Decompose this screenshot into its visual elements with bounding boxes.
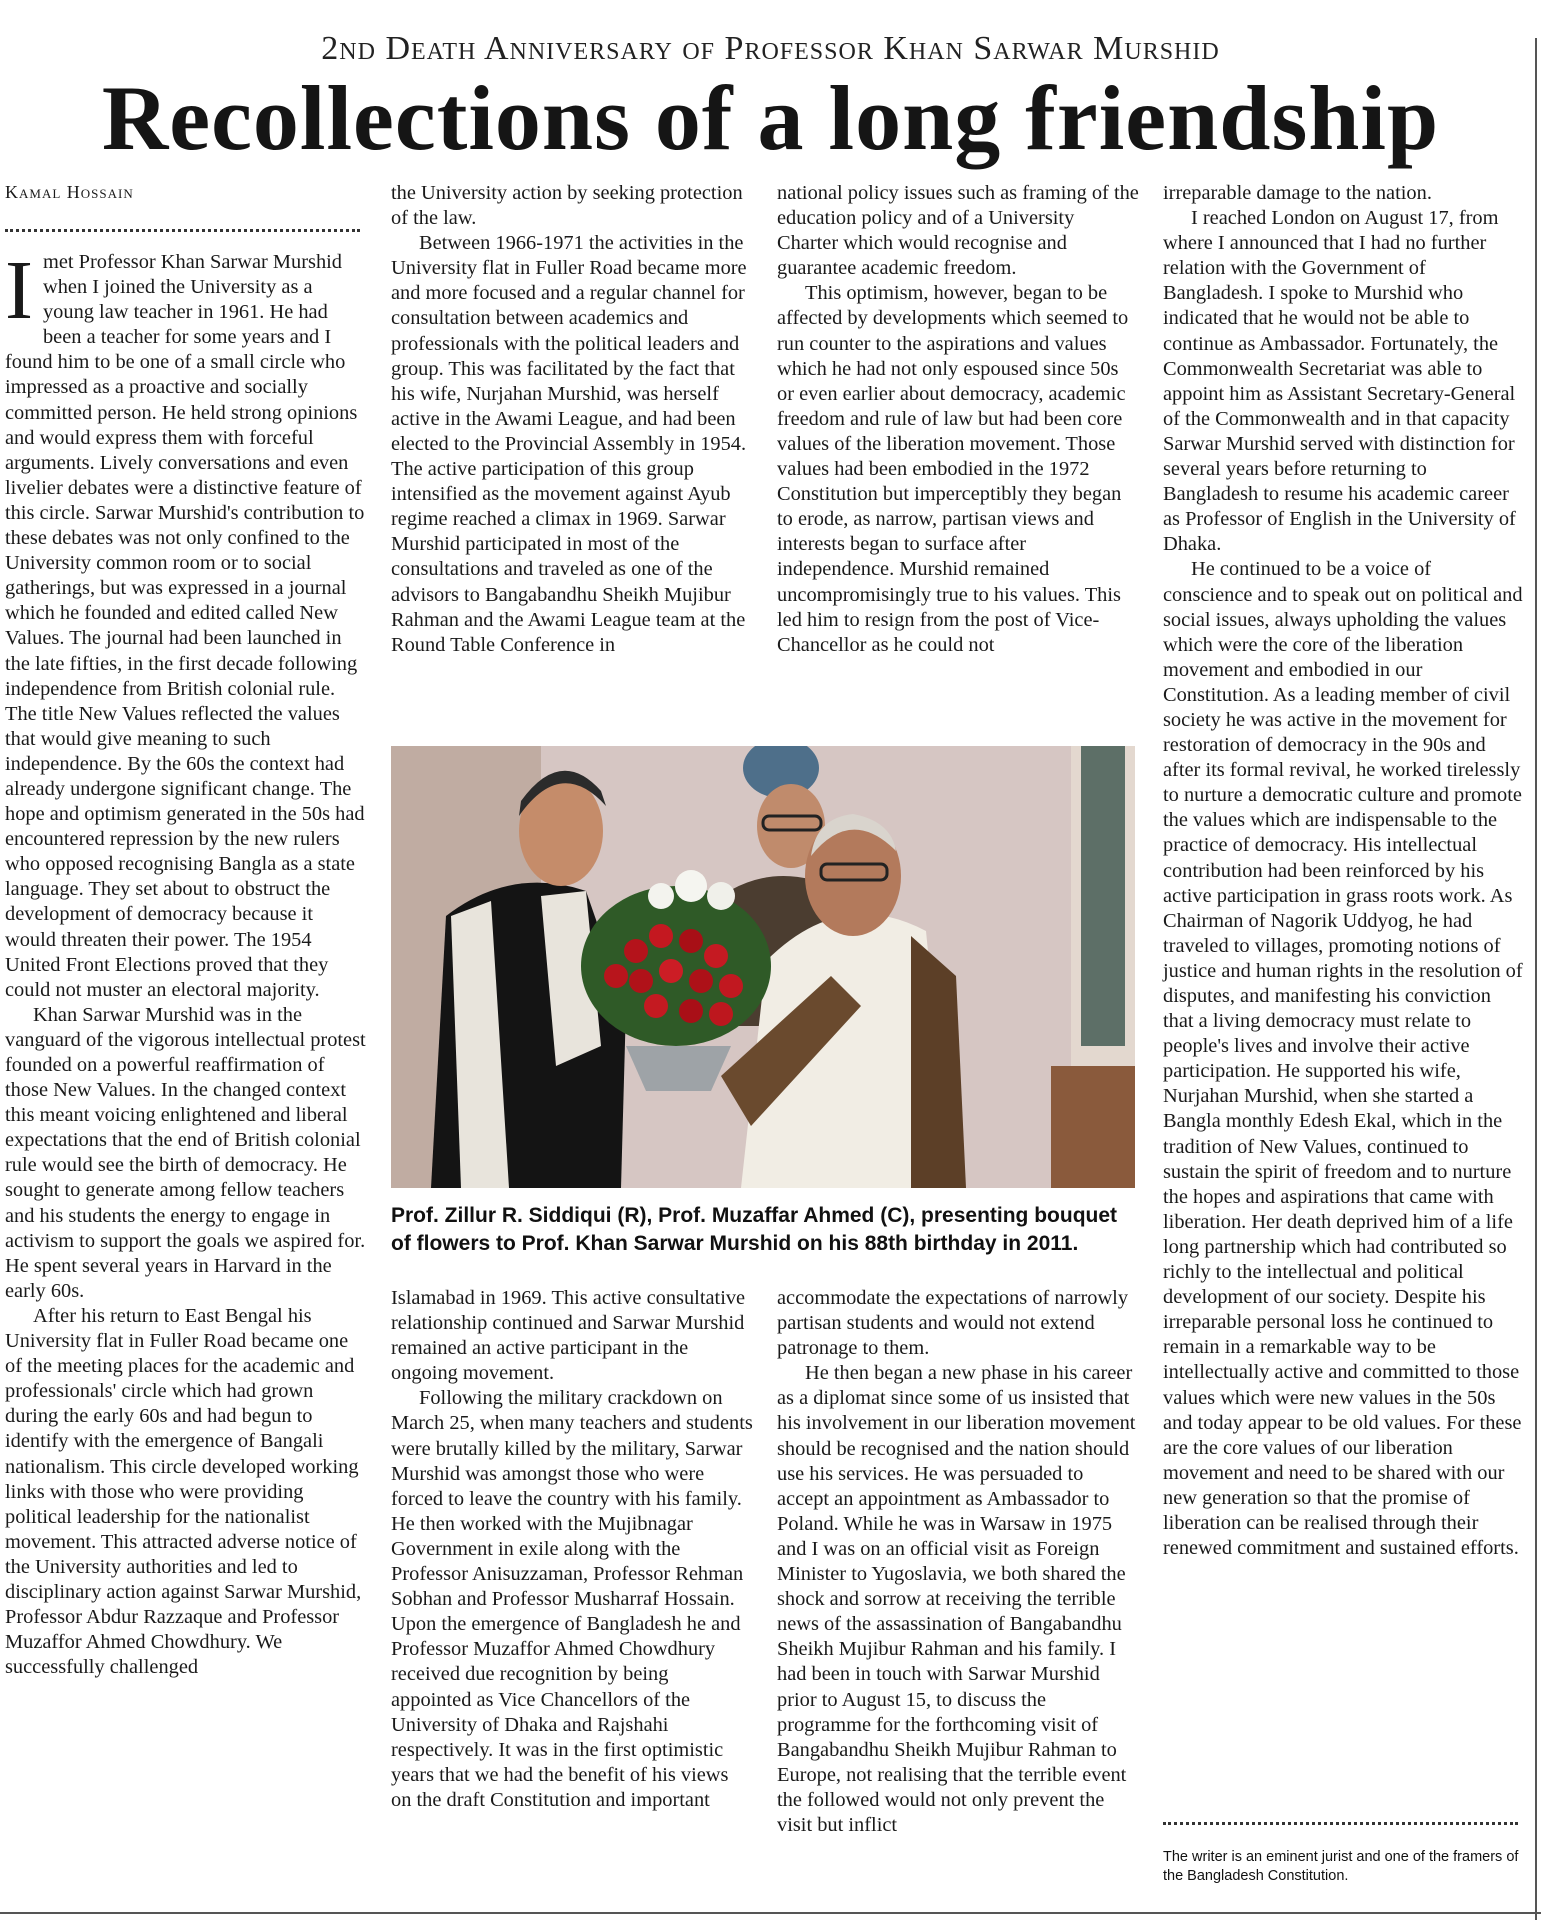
paragraph-continued: accommodate the expectations of narrowly partisan students and would not extend patronage to them. xyxy=(777,1287,1129,1360)
article-column-4 xyxy=(1163,181,1525,1561)
paragraph-continued: national policy issues such as framing of the education policy and of a University Charter which would recognise and guarantee academic freedom. xyxy=(777,182,1139,280)
article-column-1 xyxy=(5,244,367,1680)
writer-note: The writer is an eminent jurist and one of the framers of the Bangladesh Constitution. xyxy=(1163,1849,1519,1884)
article-kicker: 2nd Death Anniversary of Professor Khan Sarwar Murshid xyxy=(321,30,1220,67)
page-border-right xyxy=(1535,38,1537,1920)
article-column-3-bottom xyxy=(777,1286,1139,1838)
paragraph-continued: irreparable damage to the nation. xyxy=(1163,182,1432,204)
article-headline: Recollections of a long friendship xyxy=(101,67,1440,169)
photo-illustration xyxy=(391,746,1135,1188)
footnote-divider xyxy=(1163,1822,1518,1825)
paragraph-continued: the University action by seeking protection of the law. xyxy=(391,182,743,230)
paragraph: Khan Sarwar Murshid was in the vanguard of the vigorous intellectual protest founded on a powerful reaffirmation of those New Values. In the changed context this meant voicing enlightened and liberal expectations that the end of British colonial rule would see the birth of democracy. He sought to generate among fellow teachers and his students the energy to engage in activism to support the goals we aspired for. He spent several years in Harvard in the early 60s. xyxy=(5,1003,366,1302)
article-column-2-bottom xyxy=(391,1286,753,1813)
drop-cap: I xyxy=(5,244,33,337)
paragraph: He then began a new phase in his career as a diplomat since some of us insisted that his involvement in our liberation movement should be recognised and the nation should use his services. He was persuaded to accept an appointment as Ambassador to Poland. While he was in Warsaw in 1975 and I was on an official visit as Foreign Minister to Yugoslavia, we both shared the shock and sorrow at receiving the terrible news of the assassination of Bangabandhu Sheikh Mujibur Rahman and his family. I had been in touch with Sarwar Murshid prior to August 15, to discuss the programme for the forthcoming visit of Bangabandhu Sheikh Mujibur Rahman to Europe, not realising that the terrible event the followed would not only prevent the visit but inflict xyxy=(777,1362,1136,1836)
paragraph: I reached London on August 17, from where I announced that I had no further relation with the Government of Bangladesh. I spoke to Murshid who indicated that he would not be able to continue as Ambassador. Fortunately, the Commonwealth Secretariat was able to appoint him as Assistant Secretary-General of the Commonwealth and in that capacity Sarwar Murshid served with distinction for several years before returning to Bangladesh to resume his academic career as Professor of English in the University of Dhaka. xyxy=(1163,207,1516,556)
first-paragraph xyxy=(5,244,367,1003)
paragraph-continued: Islamabad in 1969. This active consultative relationship continued and Sarwar Murshid remained an active participant in the ongoing movement. xyxy=(391,1287,746,1385)
article-column-3-top xyxy=(777,181,1139,658)
photo-caption: Prof. Zillur R. Siddiqui (R), Prof. Muzaffar Ahmed (C), presenting bouquet of flowers to Prof. Khan Sarwar Murshid on his 88th birthday in 2011. xyxy=(391,1204,1118,1255)
article-column-2-top xyxy=(391,181,753,658)
paragraph: Following the military crackdown on March 25, when many teachers and students were brutally killed by the military, Sarwar Murshid was amongst those who were forced to leave the country with his family. He then worked with the Mujibnagar Government in exile along with the Professor Anisuzzaman, Professor Rehman Sobhan and Professor Musharraf Hossain. Upon the emergence of Bangladesh he and Professor Muzaffor Ahmed Chowdhury received due recognition by being appointed as Vice Chancellors of the University of Dhaka and Rajshahi respectively. It was in the first optimistic years that we had the benefit of his views on the draft Constitution and important xyxy=(391,1387,753,1811)
paragraph: After his return to East Bengal his University flat in Fuller Road became one of the meeting places for the academic and professionals' circle which had grown during the early 60s and had begun to identify with the emergence of Bangali nationalism. This circle developed working links with those who were providing political leadership for the nationalist movement. This attracted adverse notice of the University authorities and led to disciplinary action against Sarwar Murshid, Professor Abdur Razzaque and Professor Muzaffor Ahmed Chowdhury. We successfully challenged xyxy=(5,1304,362,1679)
author-byline: Kamal Hossain xyxy=(5,182,134,202)
paragraph-text: met Professor Khan Sarwar Murshid when I joined the University as a young law teacher in 1961. He had been a teacher for some years and I found him to be one of a small circle who impressed as a proactive and socially committed person. He held strong opinions and would express them with forceful arguments. Lively conversations and even livelier debates were a distinctive feature of this circle. Sarwar Murshid's contribution to these debates was not only confined to the University common room or to social gatherings, but was expressed in a journal which he founded and edited called New Values. The journal had been launched in the late fifties, in the first decade following independence from British colonial rule. The title New Values reflected the values that would give meaning to such independence. By the 60s the context had already undergone significant change. The hope and optimism generated in the 50s had encountered repression by the new rulers who opposed recognising Bangla as a state language. They set about to obstruct the development of democracy because it would threaten their power. The 1954 United Front Elections proved that they could not muster an electoral majority. xyxy=(5,251,365,1001)
paragraph: Between 1966-1971 the activities in the University flat in Fuller Road became more and more focused and a regular channel for consultation between academics and professionals with the political leaders and group. This was facilitated by the fact that his wife, Nurjahan Murshid, was herself active in the Awami League, and had been elected to the Provincial Assembly in 1954. The active participation of this group intensified as the movement against Ayub regime reached a climax in 1969. Sarwar Murshid participated in most of the consultations and traveled as one of the advisors to Bangabandhu Sheikh Mujibur Rahman and the Awami League team at the Round Table Conference in xyxy=(391,232,747,656)
byline-divider xyxy=(5,229,360,232)
page-border-bottom xyxy=(0,1912,1541,1914)
paragraph: This optimism, however, began to be affected by developments which seemed to run counter to the aspirations and values which he had not only espoused since 50s or even earlier about democracy, academic freedom and rule of law but had been core values of the liberation movement. Those values had been embodied in the 1972 Constitution but imperceptibly they began to erode, as narrow, partisan views and interests began to surface after independence. Murshid remained uncompromisingly true to his values. This led him to resign from the post of Vice-Chancellor as he could not xyxy=(777,282,1129,656)
paragraph: He continued to be a voice of conscience and to speak out on political and social issues, always upholding the values which were the core of the liberation movement and embodied in our Constitution. As a leading member of civil society he was active in the movement for restoration of democracy in the 90s and after its formal revival, he worked tirelessly to nurture a democratic culture and promote the values which are indispensable to the practice of democracy. His intellectual contribution had been reinforced by his active participation in grass roots work. As Chairman of Nagorik Uddyog, he had traveled to villages, promoting notions of justice and human rights in the resolution of disputes, and manifesting his conviction that a living democracy must relate to people's lives and involve their active participation. He supported his wife, Nurjahan Murshid, when she started a Bangla monthly Edesh Ekal, which in the tradition of New Values, continued to sustain the spirit of freedom and to nurture the hopes and aspirations that came with liberation. Her death deprived him of a life long partnership which had contributed so richly to the intellectual and political development of our society. Despite his irreparable personal loss he continued to remain in a remarkable way to be intellectually active and committed to those values which were new values in the 50s and today appear to be old values. For these are the core values of our liberation movement and need to be shared with our new generation so that the promise of liberation can be realised through their renewed commitment and sustained efforts. xyxy=(1163,558,1523,1560)
article-photo xyxy=(391,746,1135,1188)
